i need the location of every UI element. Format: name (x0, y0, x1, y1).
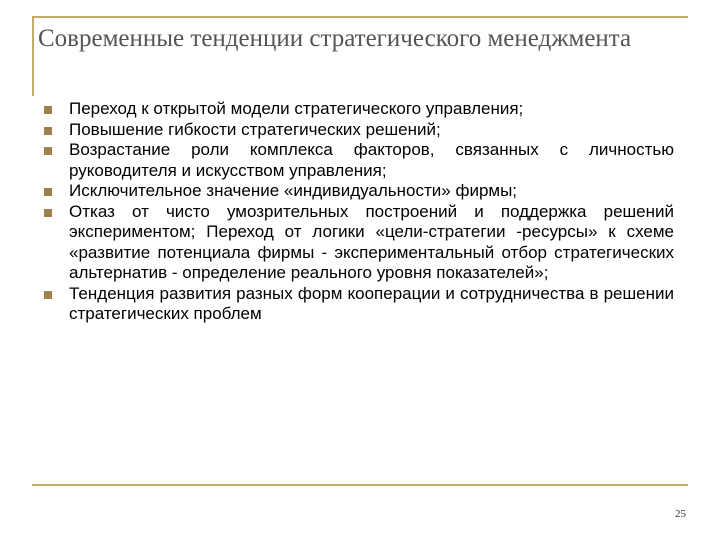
square-bullet-icon (44, 147, 52, 155)
square-bullet-icon (44, 291, 52, 299)
list-item-text: Возрастание роли комплекса факторов, связанных с личностью руководителя и искусством управления; (69, 140, 674, 180)
left-rule (32, 16, 34, 96)
list-item (44, 140, 674, 181)
square-bullet-icon (44, 188, 52, 196)
list-item-text: Отказ от чисто умозрительных построений и поддержка решений экспериментом; Переход от логики «цели-стратегии -ресурсы» к схеме «развитие потенциала фирмы - экспериментальный отбор стратегических альтернатив - определение реального уровня показателей»; (69, 201, 674, 282)
bottom-rule (32, 484, 688, 486)
list-item (44, 181, 674, 202)
square-bullet-icon (44, 127, 52, 135)
top-rule (32, 16, 688, 18)
bullet-list (44, 99, 674, 325)
list-item-text: Повышение гибкости стратегических решений; (69, 119, 441, 139)
list-item (44, 120, 674, 141)
square-bullet-icon (44, 106, 52, 114)
list-item (44, 284, 674, 325)
page-number: 25 (675, 508, 686, 520)
slide-title: Современные тенденции стратегического менеджмента (38, 25, 632, 52)
list-item-text: Переход к открытой модели стратегического управления; (69, 99, 524, 118)
list-item-text: Тенденция развития разных форм кооперации и сотрудничества в решении стратегических проблем (69, 283, 674, 323)
square-bullet-icon (44, 209, 52, 217)
list-item (44, 99, 674, 120)
list-item (44, 202, 674, 284)
list-item-text: Исключительное значение «индивидуальности» фирмы; (69, 181, 518, 200)
